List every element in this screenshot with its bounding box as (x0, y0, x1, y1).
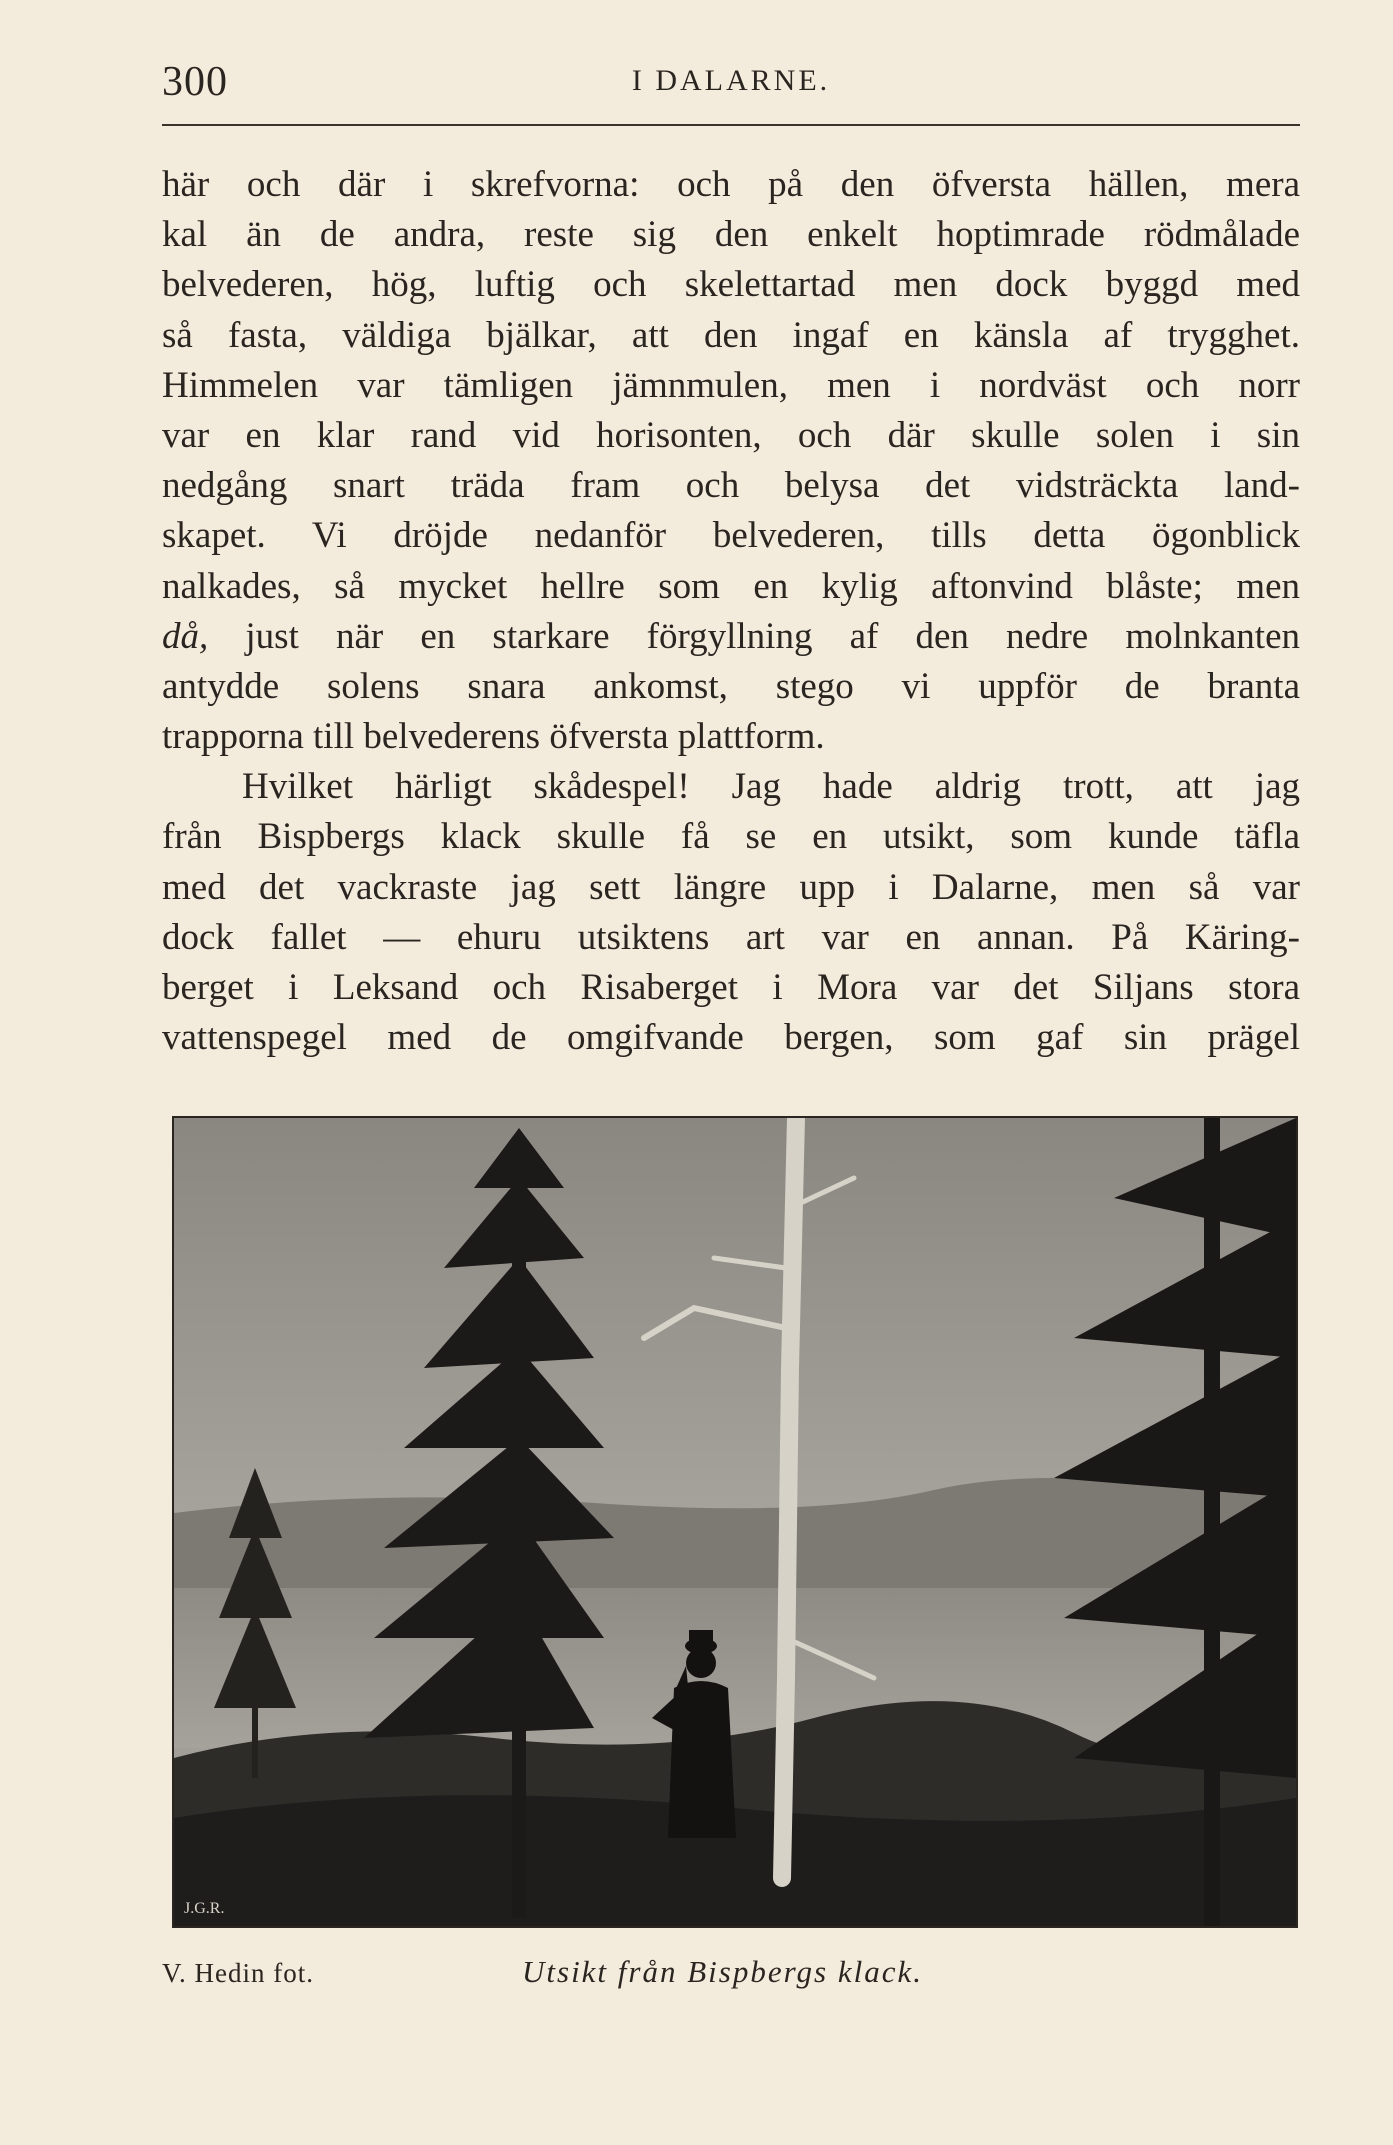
body-text (162, 160, 1300, 1063)
header-rule (162, 124, 1300, 126)
caption-title: Utsikt från Bispbergs klack. (522, 1954, 923, 1989)
text-line: belvederen, hög, luftig och skelettartad men dock byggd med (162, 264, 1300, 306)
text-line: Himmelen var tämligen jämnmulen, men i nordväst och norr (162, 364, 1300, 406)
photo-credit: V. Hedin fot. (162, 1958, 314, 1988)
italic-word: då, (162, 615, 209, 657)
text-line: med det vackraste jag sett längre upp i Dalarne, men så var (162, 866, 1300, 908)
text-line: nalkades, så mycket hellre som en kylig aftonvind blåste; men (162, 565, 1300, 607)
text-line-with-italic (162, 612, 1300, 662)
text-line: vattenspegel med de omgifvande bergen, som gaf sin prägel (162, 1017, 1300, 1059)
text-line: nedgång snart träda fram och belysa det vidsträckta land- (162, 465, 1300, 507)
page-number: 300 (162, 59, 228, 105)
text-line: kal än de andra, reste sig den enkelt hoptimrade rödmålade (162, 214, 1300, 256)
text-line-rest: just när en starkare förgyllning af den nedre molnkanten (245, 615, 1300, 657)
running-head: I DALARNE. (631, 64, 831, 97)
text-line: så fasta, väldiga bjälkar, att den ingaf en känsla af trygghet. (162, 314, 1300, 356)
text-line: trapporna till belvederens öfversta plattform. (162, 716, 825, 758)
text-line: berget i Leksand och Risaberget i Mora var det Siljans stora (162, 967, 1300, 1008)
text-line: från Bispbergs klack skulle få se en utsikt, som kunde täfla (162, 816, 1300, 858)
text-line: var en klar rand vid horisonten, och där skulle solen i sin (162, 414, 1300, 456)
photograph-plate (172, 1116, 1298, 1928)
text-line: antydde solens snara ankomst, stego vi uppför de branta (162, 665, 1300, 707)
plate-caption (162, 1948, 1300, 2008)
text-line: dock fallet — ehuru utsiktens art var en annan. På Käring- (162, 916, 1300, 958)
text-line: skapet. Vi dröjde nedanför belvederen, tills detta ögonblick (162, 515, 1300, 557)
text-line-paragraph-start: Hvilket härligt skådespel! Jag hade aldrig trott, att jag (242, 766, 1300, 808)
text-line: här och där i skrefvorna: och på den öfversta hällen, mera (162, 164, 1300, 205)
engraver-mark: J.G.R. (184, 1900, 225, 1917)
page-header (162, 58, 1300, 118)
landscape-photo (174, 1118, 1296, 1926)
